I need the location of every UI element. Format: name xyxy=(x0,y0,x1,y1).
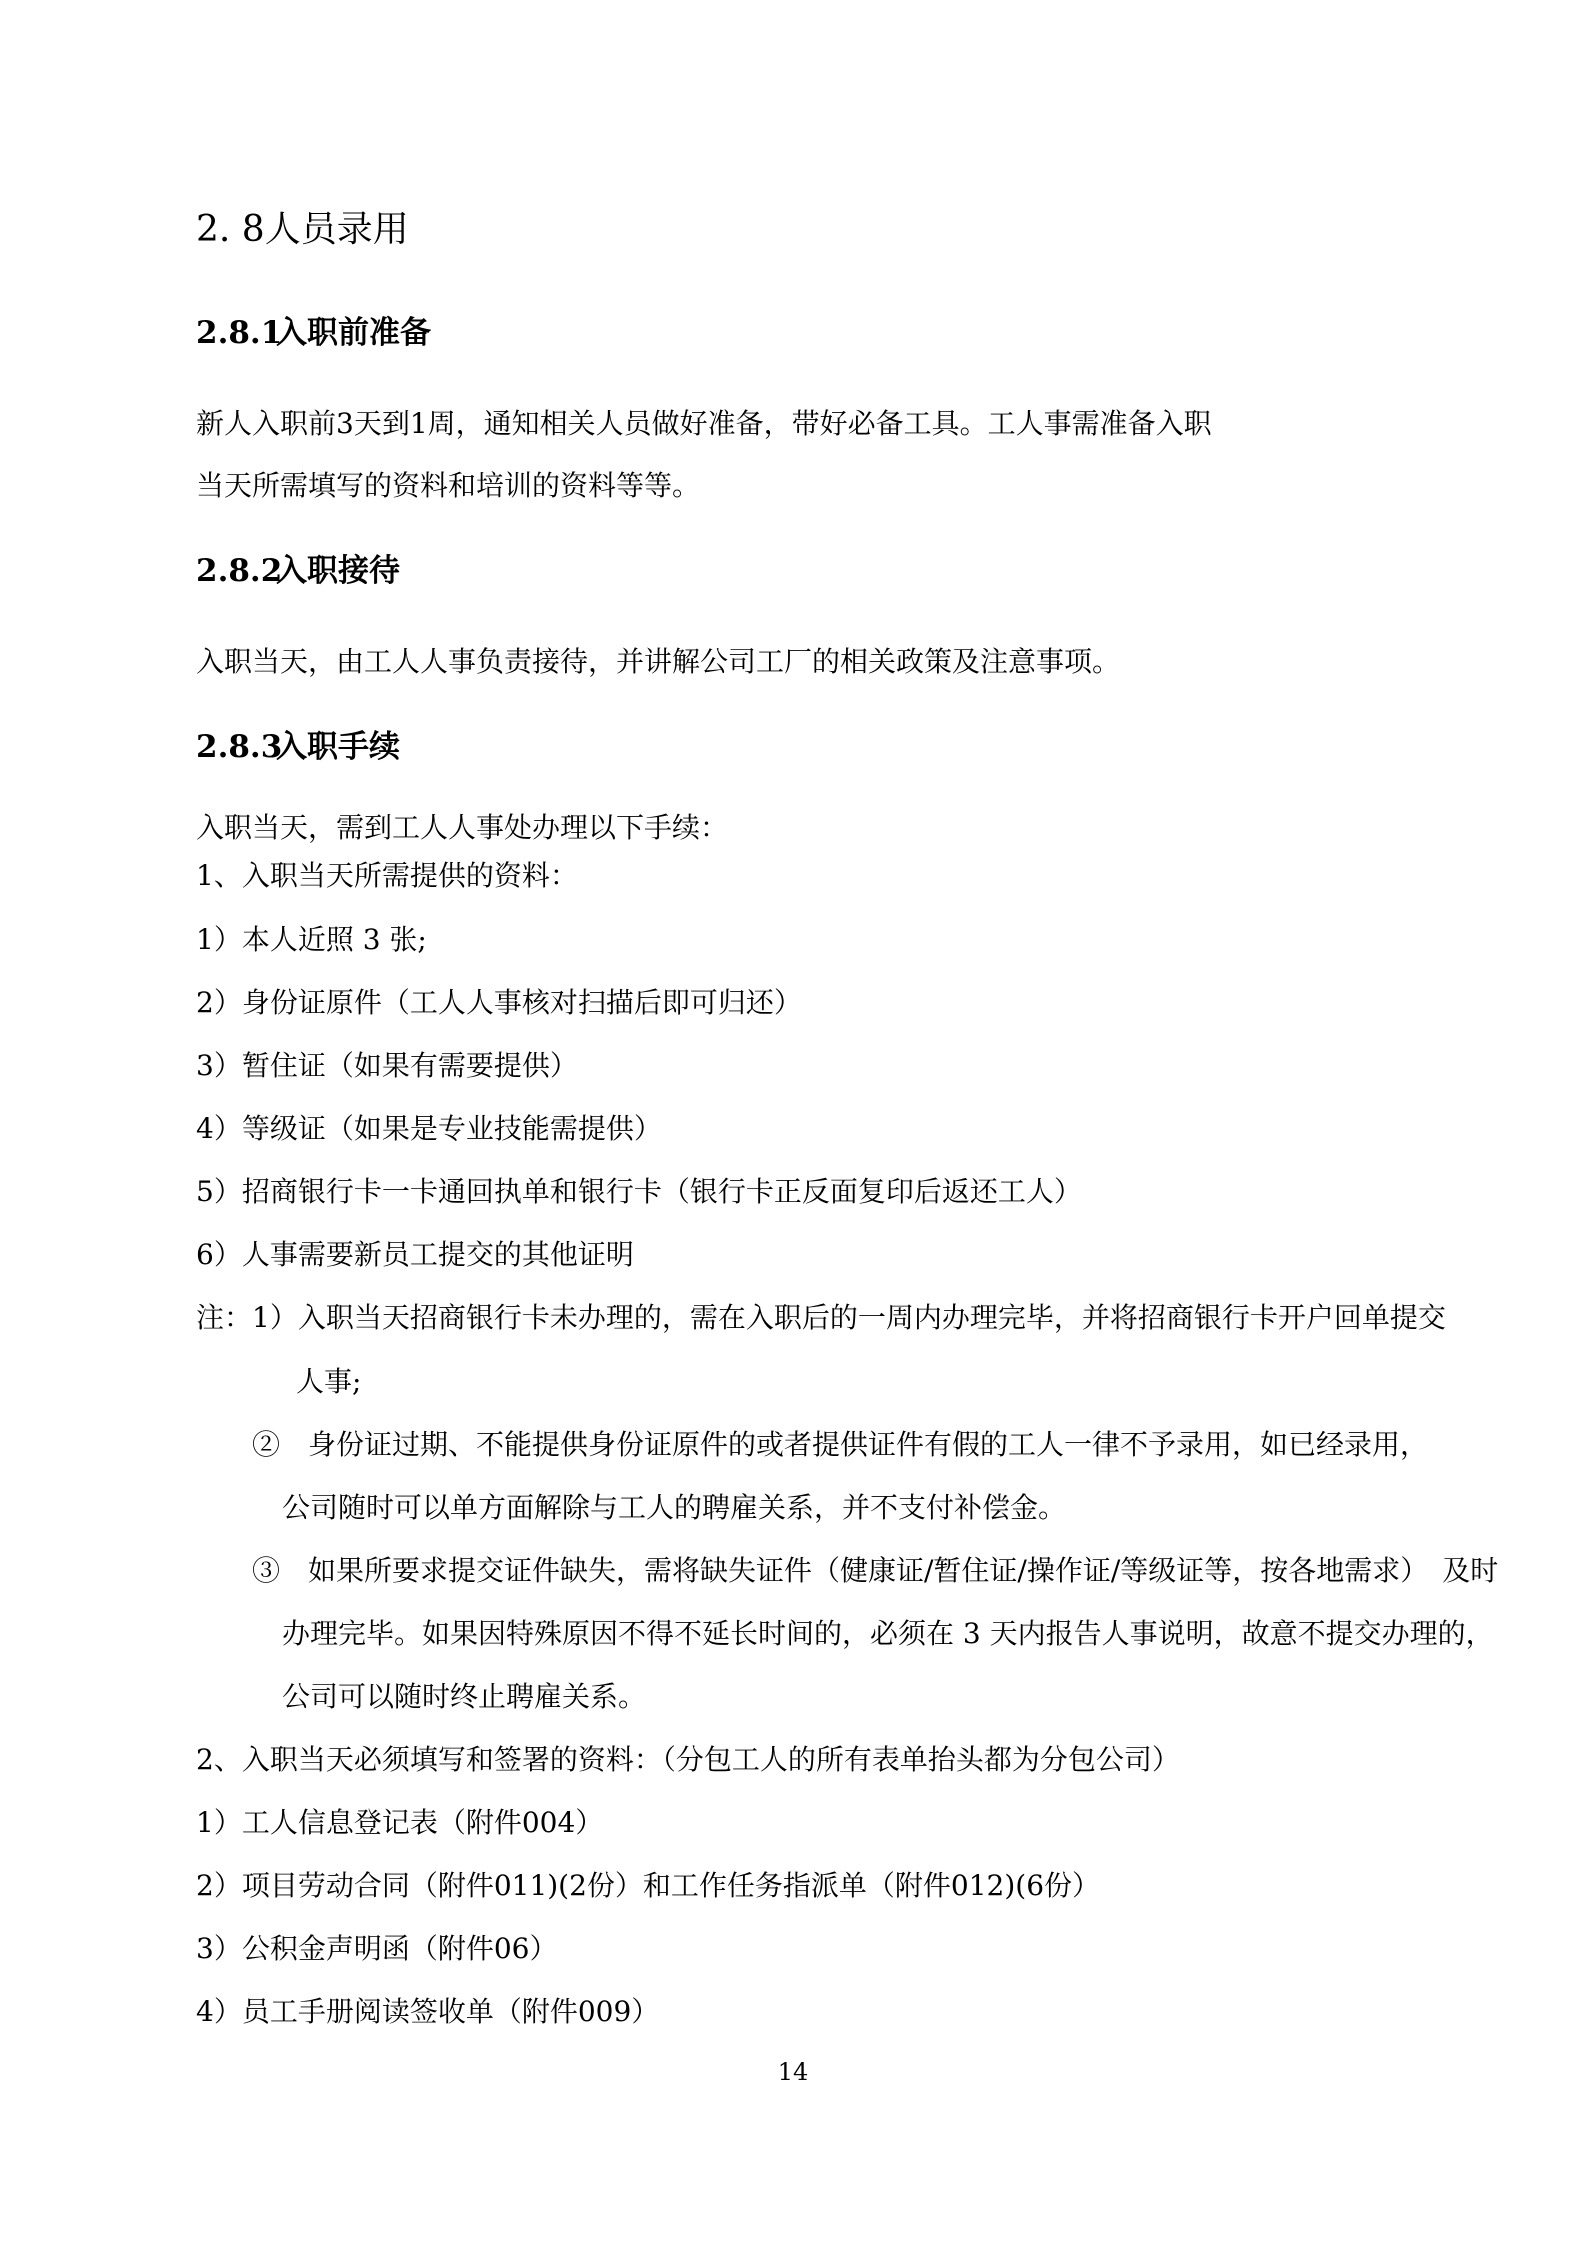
heading-2-8-3 xyxy=(196,729,400,765)
list-item: 2）身份证原件（工人人事核对扫描后即可归还） xyxy=(196,986,802,1019)
list-item: 2）项目劳动合同（附件011)(2份）和工作任务指派单（附件012)(6份） xyxy=(196,1869,1101,1902)
heading-text: 入职接待 xyxy=(276,553,400,589)
list-heading: 1、入职当天所需提供的资料： xyxy=(196,859,578,892)
list-heading: 2、入职当天必须填写和签署的资料：（分包工人的所有表单抬头都为分包公司） xyxy=(196,1743,1180,1776)
paragraph-line: 入职当天，由工人人事负责接待，并讲解公司工厂的相关政策及注意事项。 xyxy=(196,645,1121,678)
paragraph-line: 当天所需填写的资料和培训的资料等等。 xyxy=(196,469,701,502)
list-item: 5）招商银行卡一卡通回执单和银行卡（银行卡正反面复印后返还工人） xyxy=(196,1175,1082,1208)
note-line: 公司随时可以单方面解除与工人的聘雇关系，并不支付补偿金。 xyxy=(282,1491,1067,1524)
note-line: 办理完毕。如果因特殊原因不得不延长时间的，必须在 3 天内报告人事说明，故意不提交办理的， xyxy=(282,1617,1494,1650)
list-item: 4）员工手册阅读签收单（附件009） xyxy=(196,1995,660,2028)
list-item: 3）暂住证（如果有需要提供） xyxy=(196,1049,578,1082)
page-number: 14 xyxy=(777,2058,809,2086)
paragraph-line: 新人入职前3天到1周，通知相关人员做好准备，带好必备工具。工人事需准备入职 xyxy=(196,407,1212,440)
heading-2-8-1 xyxy=(196,315,431,351)
heading-text: 入职手续 xyxy=(276,729,400,765)
heading-text: 入职前准备 xyxy=(276,315,431,351)
heading-number: 2.8.3 xyxy=(196,729,283,765)
list-item: 3）公积金声明函（附件06） xyxy=(196,1932,558,1965)
note-line: ③ 如果所要求提交证件缺失，需将缺失证件（健康证/暂住证/操作证/等级证等，按各地需求） 及时 xyxy=(252,1554,1499,1587)
note-line: 公司可以随时终止聘雇关系。 xyxy=(282,1680,647,1713)
list-item: 4）等级证（如果是专业技能需提供） xyxy=(196,1112,662,1145)
note-line: 人事; xyxy=(296,1365,362,1398)
note-line: 注：1）入职当天招商银行卡未办理的，需在入职后的一周内办理完毕，并将招商银行卡开户回单提交 xyxy=(196,1301,1446,1334)
note-line: ② 身份证过期、不能提供身份证原件的或者提供证件有假的工人一律不予录用，如已经录用， xyxy=(252,1428,1429,1461)
heading-2-8-2 xyxy=(196,553,400,589)
section-title: 2. 8人员录用 xyxy=(196,209,409,250)
list-item: 1）本人近照 3 张; xyxy=(196,923,427,956)
list-item: 6）人事需要新员工提交的其他证明 xyxy=(196,1238,634,1271)
list-item: 1）工人信息登记表（附件004） xyxy=(196,1806,604,1839)
paragraph-line: 入职当天，需到工人人事处办理以下手续： xyxy=(196,811,729,844)
heading-number: 2.8.2 xyxy=(196,553,283,589)
heading-number: 2.8.1 xyxy=(196,315,283,351)
